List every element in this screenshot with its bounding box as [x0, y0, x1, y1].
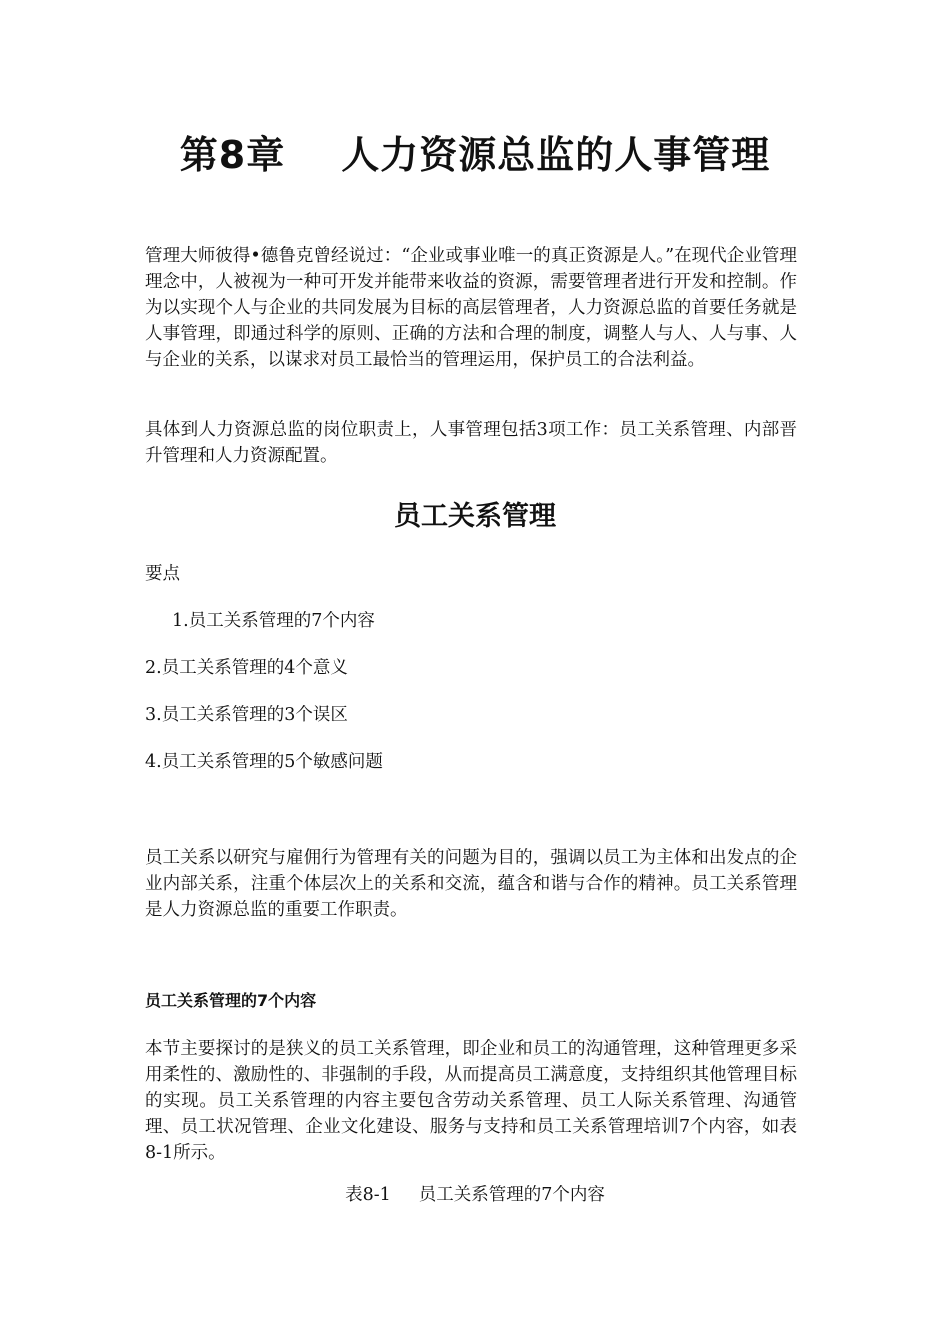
intro-paragraph-2: 具体到人力资源总监的岗位职责上，人事管理包括3项工作：员工关系管理、内部晋升管理和人力资源配置。	[145, 420, 797, 466]
chapter-number: 第8章	[179, 133, 286, 177]
section-title: 员工关系管理	[394, 501, 556, 532]
table-caption-number: 表8-1	[345, 1185, 391, 1205]
subsection-paragraph: 本节主要探讨的是狭义的员工关系管理，即企业和员工的沟通管理，这种管理更多采用柔性的、激励性的、非强制的手段，从而提高员工满意度，支持组织其他管理目标的实现。员工关系管理的内容主要包含劳动关系管理、员工人际关系管理、沟通管理、员工状况管理、企业文化建设、服务与支持和员工关系管理培训7个内容，如表8-1所示。	[145, 1039, 797, 1163]
section-paragraph: 员工关系以研究与雇佣行为管理有关的问题为目的，强调以员工为主体和出发点的企业内部关系，注重个体层次上的关系和交流，蕴含和谐与合作的精神。员工关系管理是人力资源总监的重要工作职责。	[145, 848, 797, 920]
keypoint-item-4: 4.员工关系管理的5个敏感问题	[145, 752, 383, 772]
chapter-name: 人力资源总监的人事管理	[341, 133, 771, 177]
subsection-title: 员工关系管理的7个内容	[145, 991, 317, 1010]
keypoints-label: 要点	[145, 564, 180, 584]
keypoint-item-2: 2.员工关系管理的4个意义	[145, 658, 348, 678]
intro-paragraph-1: 管理大师彼得•德鲁克曾经说过：“企业或事业唯一的真正资源是人。”在现代企业管理理念中，人被视为一种可开发并能带来收益的资源，需要管理者进行开发和控制。作为以实现个人与企业的共同发展为目标的高层管理者，人力资源总监的首要任务就是人事管理，即通过科学的原则、正确的方法和合理的制度，调整人与人、人与事、人与企业的关系，以谋求对员工最恰当的管理运用，保护员工的合法利益。	[145, 246, 797, 370]
keypoint-item-3: 3.员工关系管理的3个误区	[145, 705, 348, 725]
chapter-title	[0, 124, 950, 179]
table-caption	[0, 1182, 950, 1208]
table-caption-title: 员工关系管理的7个内容	[418, 1185, 605, 1205]
keypoint-item-1: 1.员工关系管理的7个内容	[172, 611, 375, 631]
